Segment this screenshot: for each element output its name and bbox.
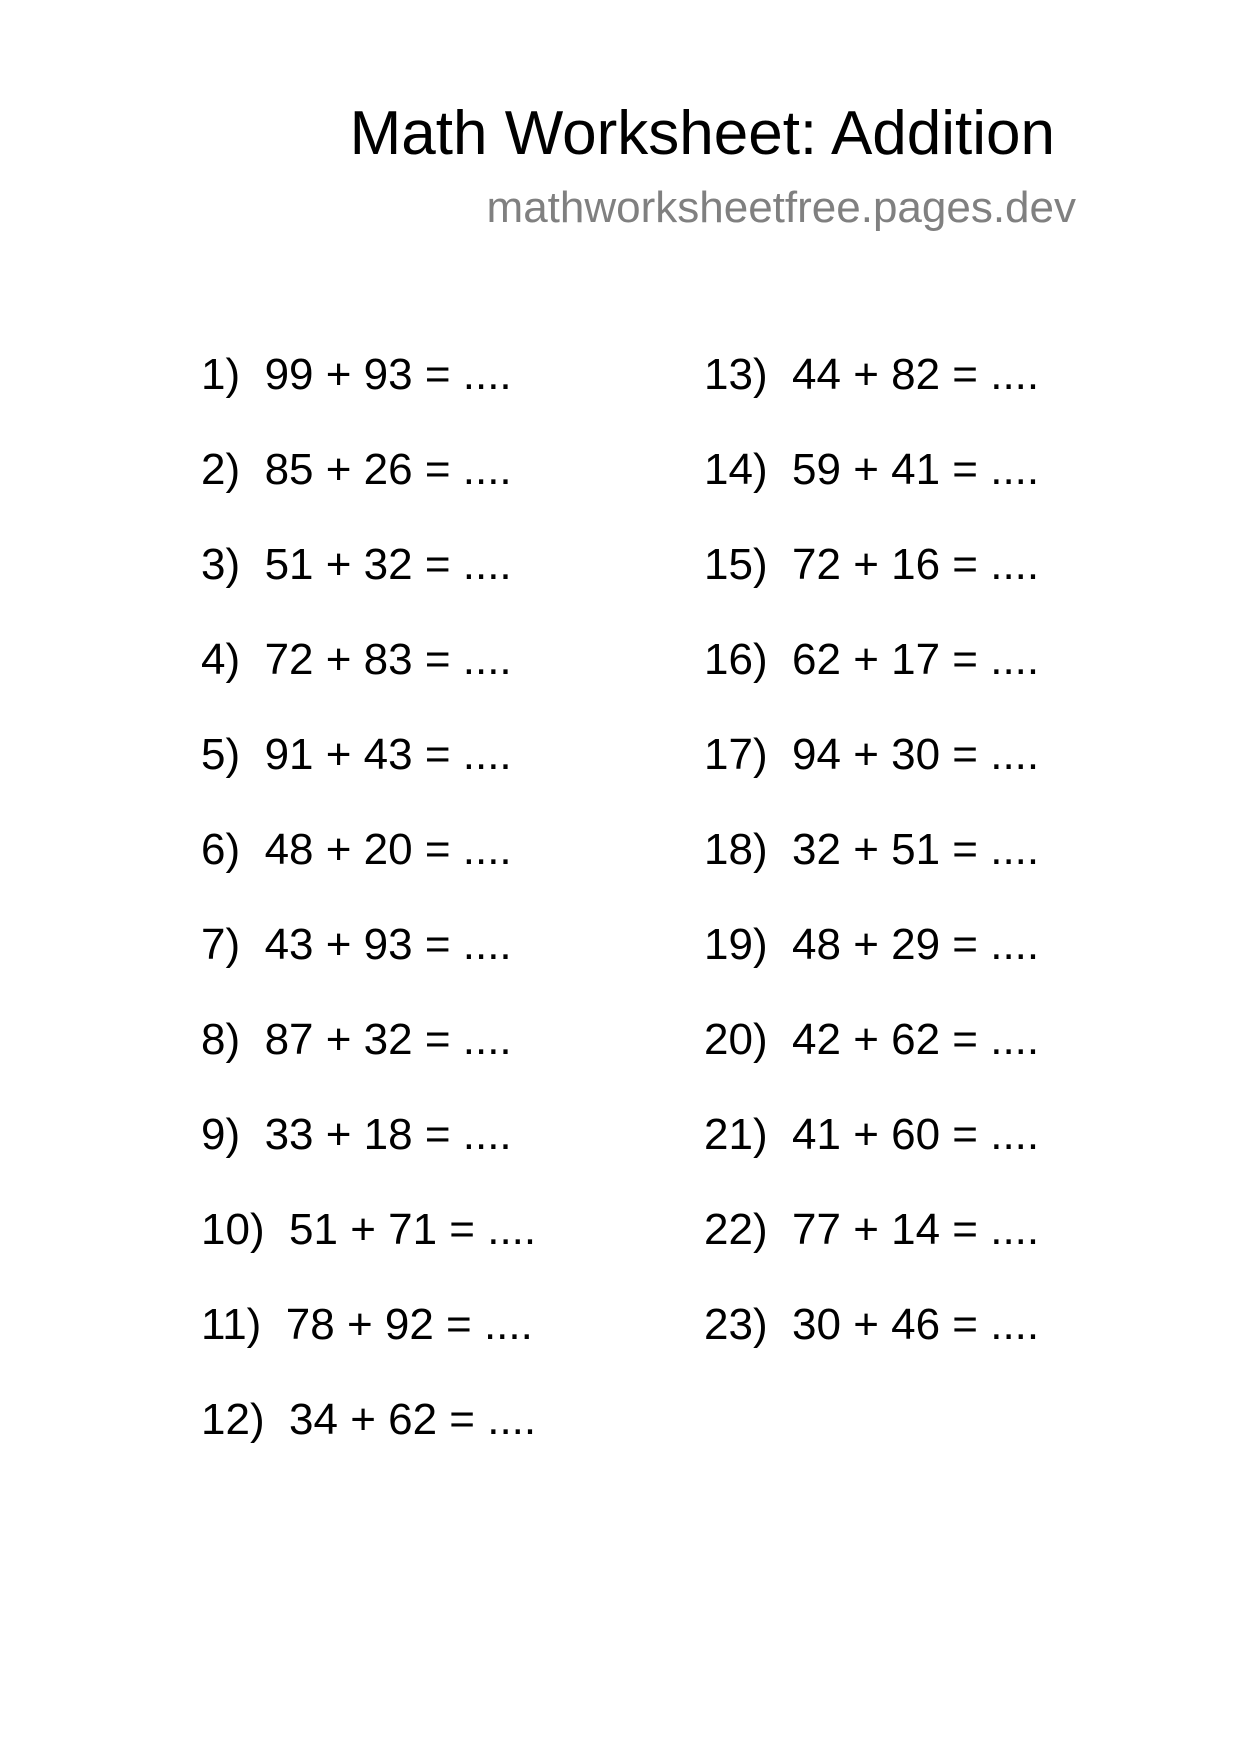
problem-number: 6) bbox=[201, 825, 241, 874]
problems-column-left bbox=[201, 348, 536, 1488]
problem-number: 2) bbox=[201, 445, 241, 494]
problem-expression: 44 + 82 = .... bbox=[792, 350, 1040, 399]
problem-expression: 85 + 26 = .... bbox=[264, 445, 512, 494]
problem-expression: 78 + 92 = .... bbox=[285, 1300, 533, 1349]
problem-number: 3) bbox=[201, 540, 241, 589]
problem-expression: 43 + 93 = .... bbox=[264, 920, 512, 969]
problem-item bbox=[704, 728, 1039, 823]
problem-number: 10) bbox=[201, 1205, 265, 1254]
problem-expression: 30 + 46 = .... bbox=[792, 1300, 1040, 1349]
problem-item bbox=[201, 633, 536, 728]
problem-expression: 87 + 32 = .... bbox=[264, 1015, 512, 1064]
problem-expression: 72 + 16 = .... bbox=[792, 540, 1040, 589]
problem-item bbox=[201, 823, 536, 918]
problem-expression: 34 + 62 = .... bbox=[289, 1395, 537, 1444]
problem-expression: 62 + 17 = .... bbox=[792, 635, 1040, 684]
problem-expression: 72 + 83 = .... bbox=[264, 635, 512, 684]
problem-expression: 59 + 41 = .... bbox=[792, 445, 1040, 494]
problem-item bbox=[704, 823, 1039, 918]
problem-item bbox=[201, 443, 536, 538]
problem-item bbox=[704, 633, 1039, 728]
problem-number: 11) bbox=[201, 1300, 262, 1349]
problem-expression: 33 + 18 = .... bbox=[264, 1110, 512, 1159]
problem-item bbox=[201, 1013, 536, 1108]
problem-item bbox=[704, 1013, 1039, 1108]
problem-item bbox=[704, 348, 1039, 443]
problem-number: 21) bbox=[704, 1110, 768, 1159]
problem-number: 14) bbox=[704, 445, 768, 494]
problem-expression: 77 + 14 = .... bbox=[792, 1205, 1040, 1254]
problem-item bbox=[201, 1393, 536, 1488]
problems-column-right bbox=[704, 348, 1039, 1393]
problem-expression: 99 + 93 = .... bbox=[264, 350, 512, 399]
problem-number: 17) bbox=[704, 730, 768, 779]
problem-number: 18) bbox=[704, 825, 768, 874]
problem-number: 7) bbox=[201, 920, 241, 969]
source-url: mathworksheetfree.pages.dev bbox=[486, 183, 1076, 232]
problem-number: 16) bbox=[704, 635, 768, 684]
problem-item bbox=[704, 1203, 1039, 1298]
problem-item bbox=[201, 538, 536, 633]
problem-expression: 94 + 30 = .... bbox=[792, 730, 1040, 779]
problem-item bbox=[704, 918, 1039, 1013]
problem-number: 20) bbox=[704, 1015, 768, 1064]
problem-item bbox=[201, 918, 536, 1013]
problem-number: 4) bbox=[201, 635, 241, 684]
problem-item bbox=[201, 1203, 536, 1298]
problem-number: 22) bbox=[704, 1205, 768, 1254]
problem-expression: 48 + 29 = .... bbox=[792, 920, 1040, 969]
problem-item bbox=[201, 728, 536, 823]
problem-item bbox=[704, 443, 1039, 538]
problem-number: 23) bbox=[704, 1300, 768, 1349]
problem-item bbox=[201, 348, 536, 443]
problem-number: 5) bbox=[201, 730, 241, 779]
problem-expression: 32 + 51 = .... bbox=[792, 825, 1040, 874]
problem-expression: 48 + 20 = .... bbox=[264, 825, 512, 874]
problem-expression: 91 + 43 = .... bbox=[264, 730, 512, 779]
problem-number: 13) bbox=[704, 350, 768, 399]
problem-number: 8) bbox=[201, 1015, 241, 1064]
problem-number: 1) bbox=[201, 350, 241, 399]
problem-item bbox=[201, 1298, 536, 1393]
worksheet-title: Math Worksheet: Addition bbox=[349, 99, 1055, 168]
problem-expression: 41 + 60 = .... bbox=[792, 1110, 1040, 1159]
problem-item bbox=[704, 1108, 1039, 1203]
problem-item bbox=[704, 538, 1039, 633]
problem-item bbox=[704, 1298, 1039, 1393]
problem-number: 9) bbox=[201, 1110, 241, 1159]
problem-number: 15) bbox=[704, 540, 768, 589]
problem-expression: 51 + 32 = .... bbox=[264, 540, 512, 589]
problem-expression: 42 + 62 = .... bbox=[792, 1015, 1040, 1064]
problem-expression: 51 + 71 = .... bbox=[289, 1205, 537, 1254]
problem-number: 19) bbox=[704, 920, 768, 969]
problem-item bbox=[201, 1108, 536, 1203]
problem-number: 12) bbox=[201, 1395, 265, 1444]
